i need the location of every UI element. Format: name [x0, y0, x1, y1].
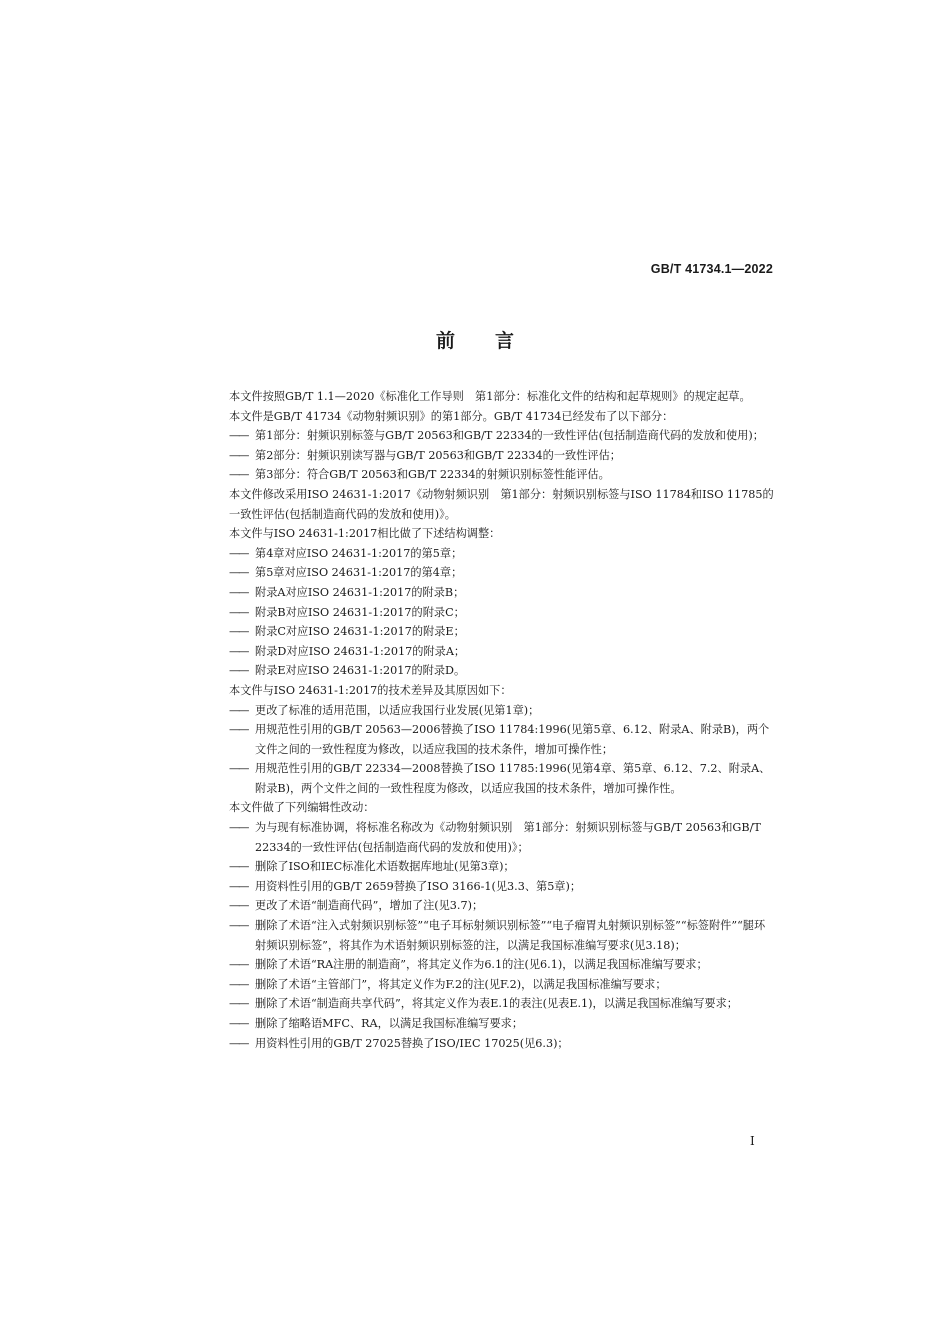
list-item: [229, 465, 774, 485]
list-dash: ——: [229, 1036, 248, 1050]
list-item-text: 用资料性引用的GB/T 2659替换了ISO 3166-1(见3.3、第5章)；: [255, 879, 582, 893]
paragraph: 本文件修改采用ISO 24631-1:2017《动物射频识别 第1部分：射频识别标签与ISO 11784和ISO 11785的一致性评估(包括制造商代码的发放和使用)》。: [229, 487, 774, 521]
list-item-text: 第2部分：射频识别读写器与GB/T 20563和GB/T 22334的一致性评估；: [255, 448, 621, 462]
list-item: [229, 544, 774, 564]
page-title: 前言: [435, 330, 554, 352]
list-dash: ——: [229, 448, 248, 462]
list-item-text: 附录D对应ISO 24631-1:2017的附录A；: [255, 644, 466, 658]
list-item-text: 第3部分：符合GB/T 20563和GB/T 22334的射频识别标签性能评估。: [255, 468, 610, 482]
list-item-text: 第4章对应ISO 24631-1:2017的第5章；: [255, 546, 463, 560]
list-dash: ——: [229, 1017, 248, 1030]
list-item-text: 用规范性引用的GB/T 20563—2006替换了ISO 11784:1996(见第5章、6.12、附录A、附录B)，两个文件之间的一致性程度为修改，以适应我国的技术条件，增加可操作性；: [255, 723, 770, 756]
list-item-text: 附录B对应ISO 24631-1:2017的附录C；: [255, 605, 465, 619]
list-dash: ——: [229, 664, 248, 678]
list-dash: ——: [229, 625, 248, 639]
paragraph: 本文件做了下列编辑性改动：: [229, 801, 375, 815]
paragraph: 本文件按照GB/T 1.1—2020《标准化工作导则 第1部分：标准化文件的结构和起草规则》的规定起草。: [229, 390, 751, 403]
list-dash: ——: [229, 546, 248, 560]
list-item: [229, 701, 774, 721]
list-item-text: 删除了术语“主管部门”，将其定义作为F.2的注(见F.2)，以满足我国标准编写要求；: [255, 977, 667, 991]
list-item-text: 附录A对应ISO 24631-1:2017的附录B；: [255, 585, 465, 599]
list-dash: ——: [229, 860, 248, 874]
list-item: [229, 759, 774, 798]
list-item-text: 删除了缩略语MFC、RA，以满足我国标准编写要求；: [255, 1017, 524, 1030]
list-item-text: 删除了ISO和IEC标准化术语数据库地址(见第3章)；: [255, 860, 515, 874]
list-item-text: 删除了术语“注入式射频识别标签”“电子耳标射频识别标签”“电子瘤胃丸射频识别标签”“标签附件”“腿环射频识别标签”，将其作为术语射频识别标签的注，以满足我国标准编写要求(见3.18)；: [255, 919, 766, 952]
list-item-text: 用规范性引用的GB/T 22334—2008替换了ISO 11785:1996(见第4章、第5章、6.12、7.2、附录A、附录B)，两个文件之间的一致性程度为修改，以适应我国的技术条件，增加可操作性。: [255, 762, 771, 795]
list-item: [229, 994, 774, 1014]
list-item-text: 附录C对应ISO 24631-1:2017的附录E；: [255, 625, 465, 639]
list-item: [229, 642, 774, 662]
list-dash: ——: [229, 605, 248, 619]
list-item-text: 更改了术语“制造商代码”，增加了注(见3.7)；: [255, 899, 484, 913]
list-dash: ——: [229, 879, 248, 893]
list-item-text: 更改了标准的适用范围，以适应我国行业发展(见第1章)；: [255, 703, 540, 717]
list-item: [229, 955, 774, 975]
list-item: [229, 446, 774, 466]
list-item: [229, 896, 774, 916]
standard-number: GB/T 41734.1—2022: [650, 262, 773, 276]
list-item-text: 删除了术语“RA注册的制造商”，将其定义作为6.1的注(见6.1)，以满足我国标准编写要求；: [255, 958, 708, 972]
list-item-text: 用资料性引用的GB/T 27025替换了ISO/IEC 17025(见6.3)；: [255, 1036, 569, 1050]
list-item: [229, 426, 774, 446]
list-item: [229, 857, 774, 877]
list-item: [229, 818, 774, 857]
list-item: [229, 622, 774, 642]
list-dash: ——: [229, 997, 248, 1011]
paragraph: 本文件是GB/T 41734《动物射频识别》的第1部分。GB/T 41734已经发布了以下部分：: [229, 409, 674, 423]
page-number: I: [750, 1134, 755, 1148]
list-dash: ——: [229, 821, 248, 835]
list-dash: ——: [229, 977, 248, 991]
list-dash: ——: [229, 919, 248, 933]
list-dash: ——: [229, 723, 248, 737]
list-item: [229, 583, 774, 603]
list-item: [229, 877, 774, 897]
list-item: [229, 563, 774, 583]
list-item: [229, 975, 774, 995]
list-item: [229, 661, 774, 681]
list-dash: ——: [229, 958, 248, 972]
list-item-text: 删除了术语“制造商共享代码”，将其定义作为表E.1的表注(见表E.1)，以满足我国标准编写要求；: [255, 997, 738, 1011]
list-dash: ——: [229, 468, 248, 482]
paragraph: 本文件与ISO 24631-1:2017相比做了下述结构调整：: [229, 527, 501, 541]
list-item: [229, 720, 774, 759]
foreword-body: [229, 387, 774, 1053]
list-dash: ——: [229, 899, 248, 913]
list-dash: ——: [229, 762, 248, 776]
list-dash: ——: [229, 703, 248, 717]
list-dash: ——: [229, 644, 248, 658]
list-item: [229, 1014, 774, 1034]
paragraph: 本文件与ISO 24631-1:2017的技术差异及其原因如下：: [229, 683, 512, 697]
list-dash: ——: [229, 566, 248, 580]
list-item: [229, 1034, 774, 1054]
list-item-text: 为与现有标准协调，将标准名称改为《动物射频识别 第1部分：射频识别标签与GB/T 20563和GB/T 22334的一致性评估(包括制造商代码的发放和使用)》；: [255, 821, 761, 854]
list-item-text: 附录E对应ISO 24631-1:2017的附录D。: [255, 664, 466, 678]
list-dash: ——: [229, 429, 248, 443]
list-item-text: 第5章对应ISO 24631-1:2017的第4章；: [255, 566, 463, 580]
list-dash: ——: [229, 585, 248, 599]
list-item-text: 第1部分：射频识别标签与GB/T 20563和GB/T 22334的一致性评估(包括制造商代码的发放和使用)；: [255, 429, 764, 443]
list-item: [229, 916, 774, 955]
list-item: [229, 603, 774, 623]
